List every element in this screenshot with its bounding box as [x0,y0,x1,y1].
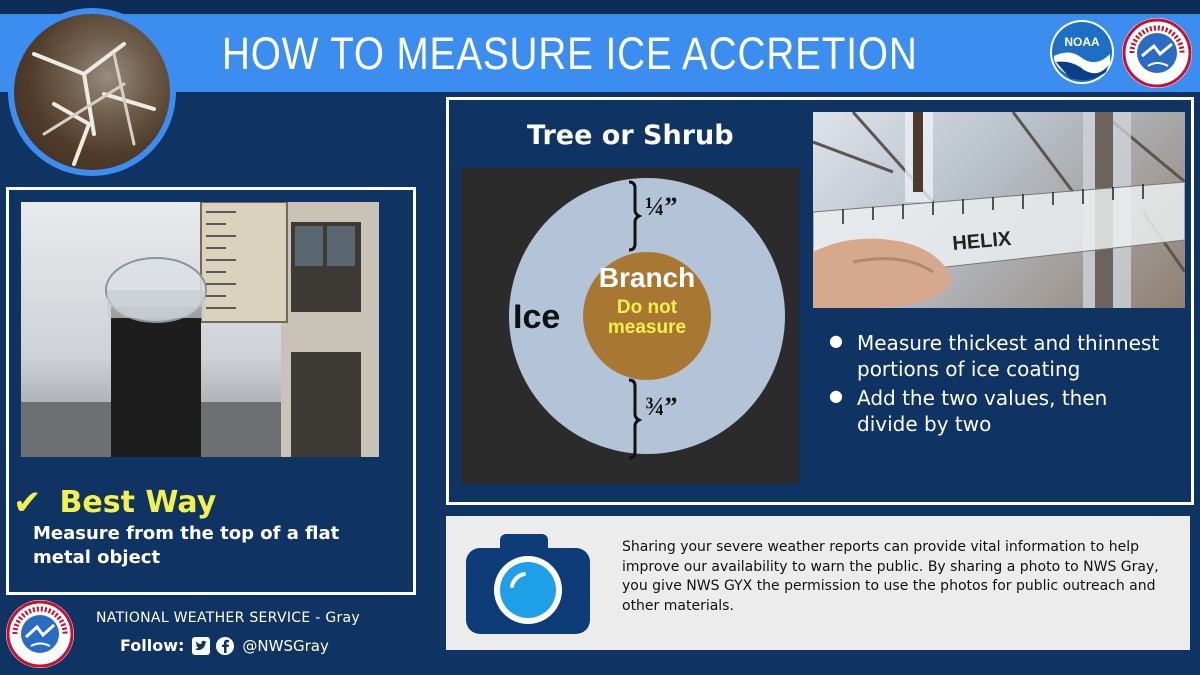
list-item: ● Add the two values, then divide by two [829,385,1169,438]
social-handle[interactable]: @NWSGray [242,636,329,655]
instruction-list [829,330,1169,440]
best-way-panel [6,187,416,595]
ruler-brand-text: HELIX [951,227,1013,255]
photo-sharing-panel [446,516,1190,650]
check-icon: ✔ [13,482,42,523]
do-not-measure-label: Do not measure [607,297,687,338]
twitter-icon[interactable] [192,637,210,655]
tree-shrub-title: Tree or Shrub [527,120,734,151]
footer-follow [120,636,329,655]
follow-label: Follow: [120,636,185,655]
ruler-on-branch-photo [813,112,1185,308]
footer-org-name: NATIONAL WEATHER SERVICE - Gray [96,610,360,626]
facebook-icon[interactable] [216,637,234,655]
branch-label: Branch [598,262,696,293]
tree-shrub-panel [446,97,1194,505]
best-way-label: Best Way [59,485,217,520]
best-way-heading [13,482,217,523]
bottom-thickness-label: ¾” [645,392,678,421]
noaa-logo [1050,20,1114,84]
nws-logo [1122,18,1192,88]
top-thickness-label: ¼” [645,192,678,221]
top-band [0,0,1200,14]
photo-sharing-text: Sharing your severe weather reports can provide vital information to help improve our availability to warn the public. By sharing a photo to NWS Gray, you give NWS GYX the permission to use the photos for public outreach and other materials. [622,539,1159,614]
icy-branches-photo [8,8,176,176]
ice-cross-section-diagram [461,168,799,484]
nws-footer-logo [6,600,74,668]
best-way-description: Measure from the top of a flat metal object [33,523,340,569]
noaa-logo-text: NOAA [1064,35,1100,49]
camera-icon [462,530,594,638]
ice-label: Ice [513,298,561,336]
iced-post-photo [21,202,379,457]
page-title: HOW TO MEASURE ICE ACCRETION [222,28,918,79]
list-item: ● Measure thickest and thinnest portions of ice coating [829,330,1169,383]
